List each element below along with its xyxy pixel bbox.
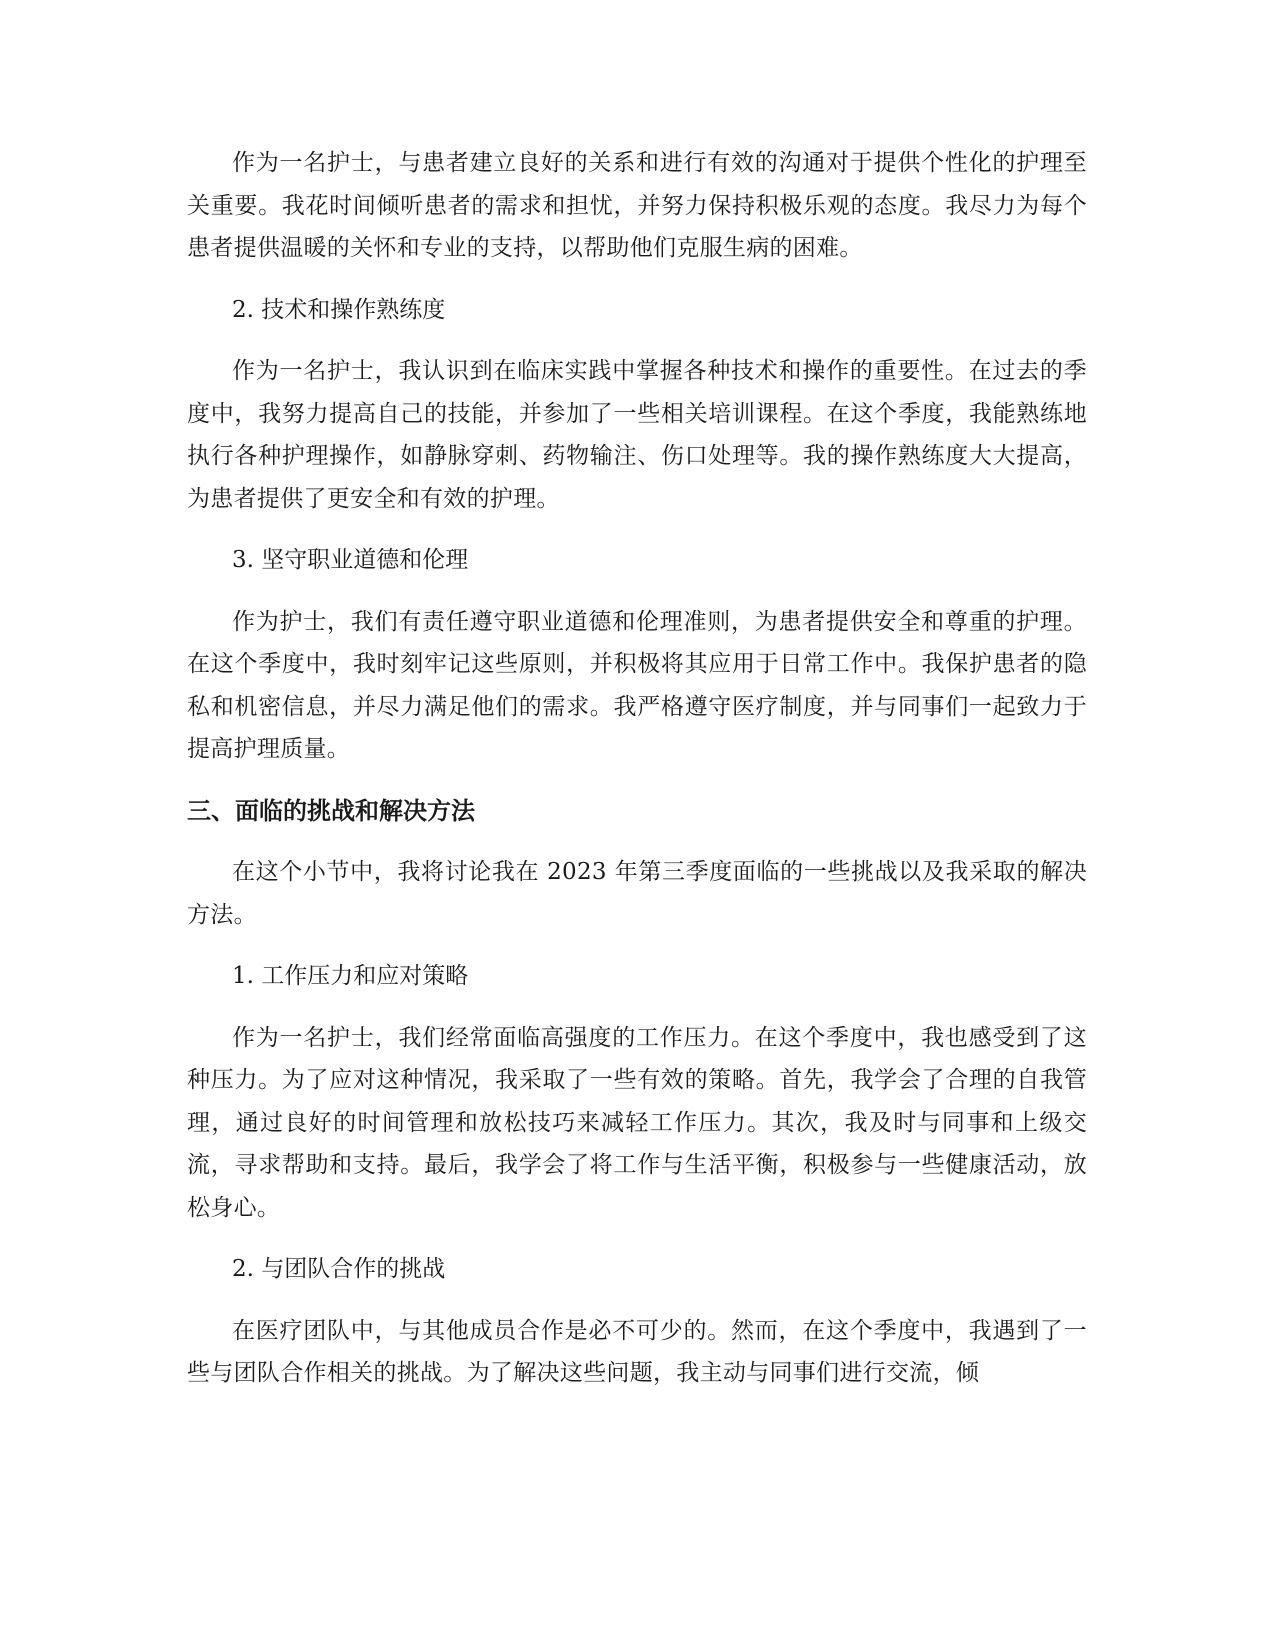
paragraph-technical-skills: 作为一名护士，我认识到在临床实践中掌握各种技术和操作的重要性。在过去的季度中，我努力提高自己的技能，并参加了一些相关培训课程。在这个季度，我能熟练地执行各种护理操作，如静脉穿刺、药物输注、伤口处理等。我的操作熟练度大大提高，为患者提供了更安全和有效的护理。 bbox=[187, 358, 1087, 512]
document-body bbox=[187, 142, 1087, 1414]
paragraph-patient-communication: 作为一名护士，与患者建立良好的关系和进行有效的沟通对于提供个性化的护理至关重要。我花时间倾听患者的需求和担忧，并努力保持积极乐观的态度。我尽力为每个患者提供温暖的关怀和专业的支持，以帮助他们克服生病的困难。 bbox=[187, 150, 1087, 261]
paragraph-work-pressure: 作为一名护士，我们经常面临高强度的工作压力。在这个季度中，我也感受到了这种压力。为了应对这种情况，我采取了一些有效的策略。首先，我学会了合理的自我管理，通过良好的时间管理和放松技巧来减轻工作压力。其次，我及时与同事和上级交流，寻求帮助和支持。最后，我学会了将工作与生活平衡，积极参与一些健康活动，放松身心。 bbox=[187, 1024, 1087, 1221]
paragraph-teamwork: 在医疗团队中，与其他成员合作是必不可少的。然而，在这个季度中，我遇到了一些与团队合作相关的挑战。为了解决这些问题，我主动与同事们进行交流，倾 bbox=[187, 1317, 1087, 1386]
subheading-technical-skills: 2. 技术和操作熟练度 bbox=[232, 296, 446, 323]
section-heading-challenges: 三、面临的挑战和解决方法 bbox=[187, 796, 475, 825]
subheading-work-pressure: 1. 工作压力和应对策略 bbox=[232, 963, 469, 989]
paragraph-professional-ethics: 作为护士，我们有责任遵守职业道德和伦理准则，为患者提供安全和尊重的护理。在这个季度中，我时刻牢记这些原则，并积极将其应用于日常工作中。我保护患者的隐私和机密信息，并尽力满足他们的需求。我严格遵守医疗制度，并与同事们一起致力于提高护理质量。 bbox=[187, 608, 1087, 762]
subheading-professional-ethics: 3. 坚守职业道德和伦理 bbox=[232, 547, 469, 573]
subheading-teamwork: 2. 与团队合作的挑战 bbox=[232, 1256, 446, 1282]
paragraph-challenges-intro: 在这个小节中，我将讨论我在 2023 年第三季度面临的一些挑战以及我采取的解决方法。 bbox=[187, 859, 1087, 928]
